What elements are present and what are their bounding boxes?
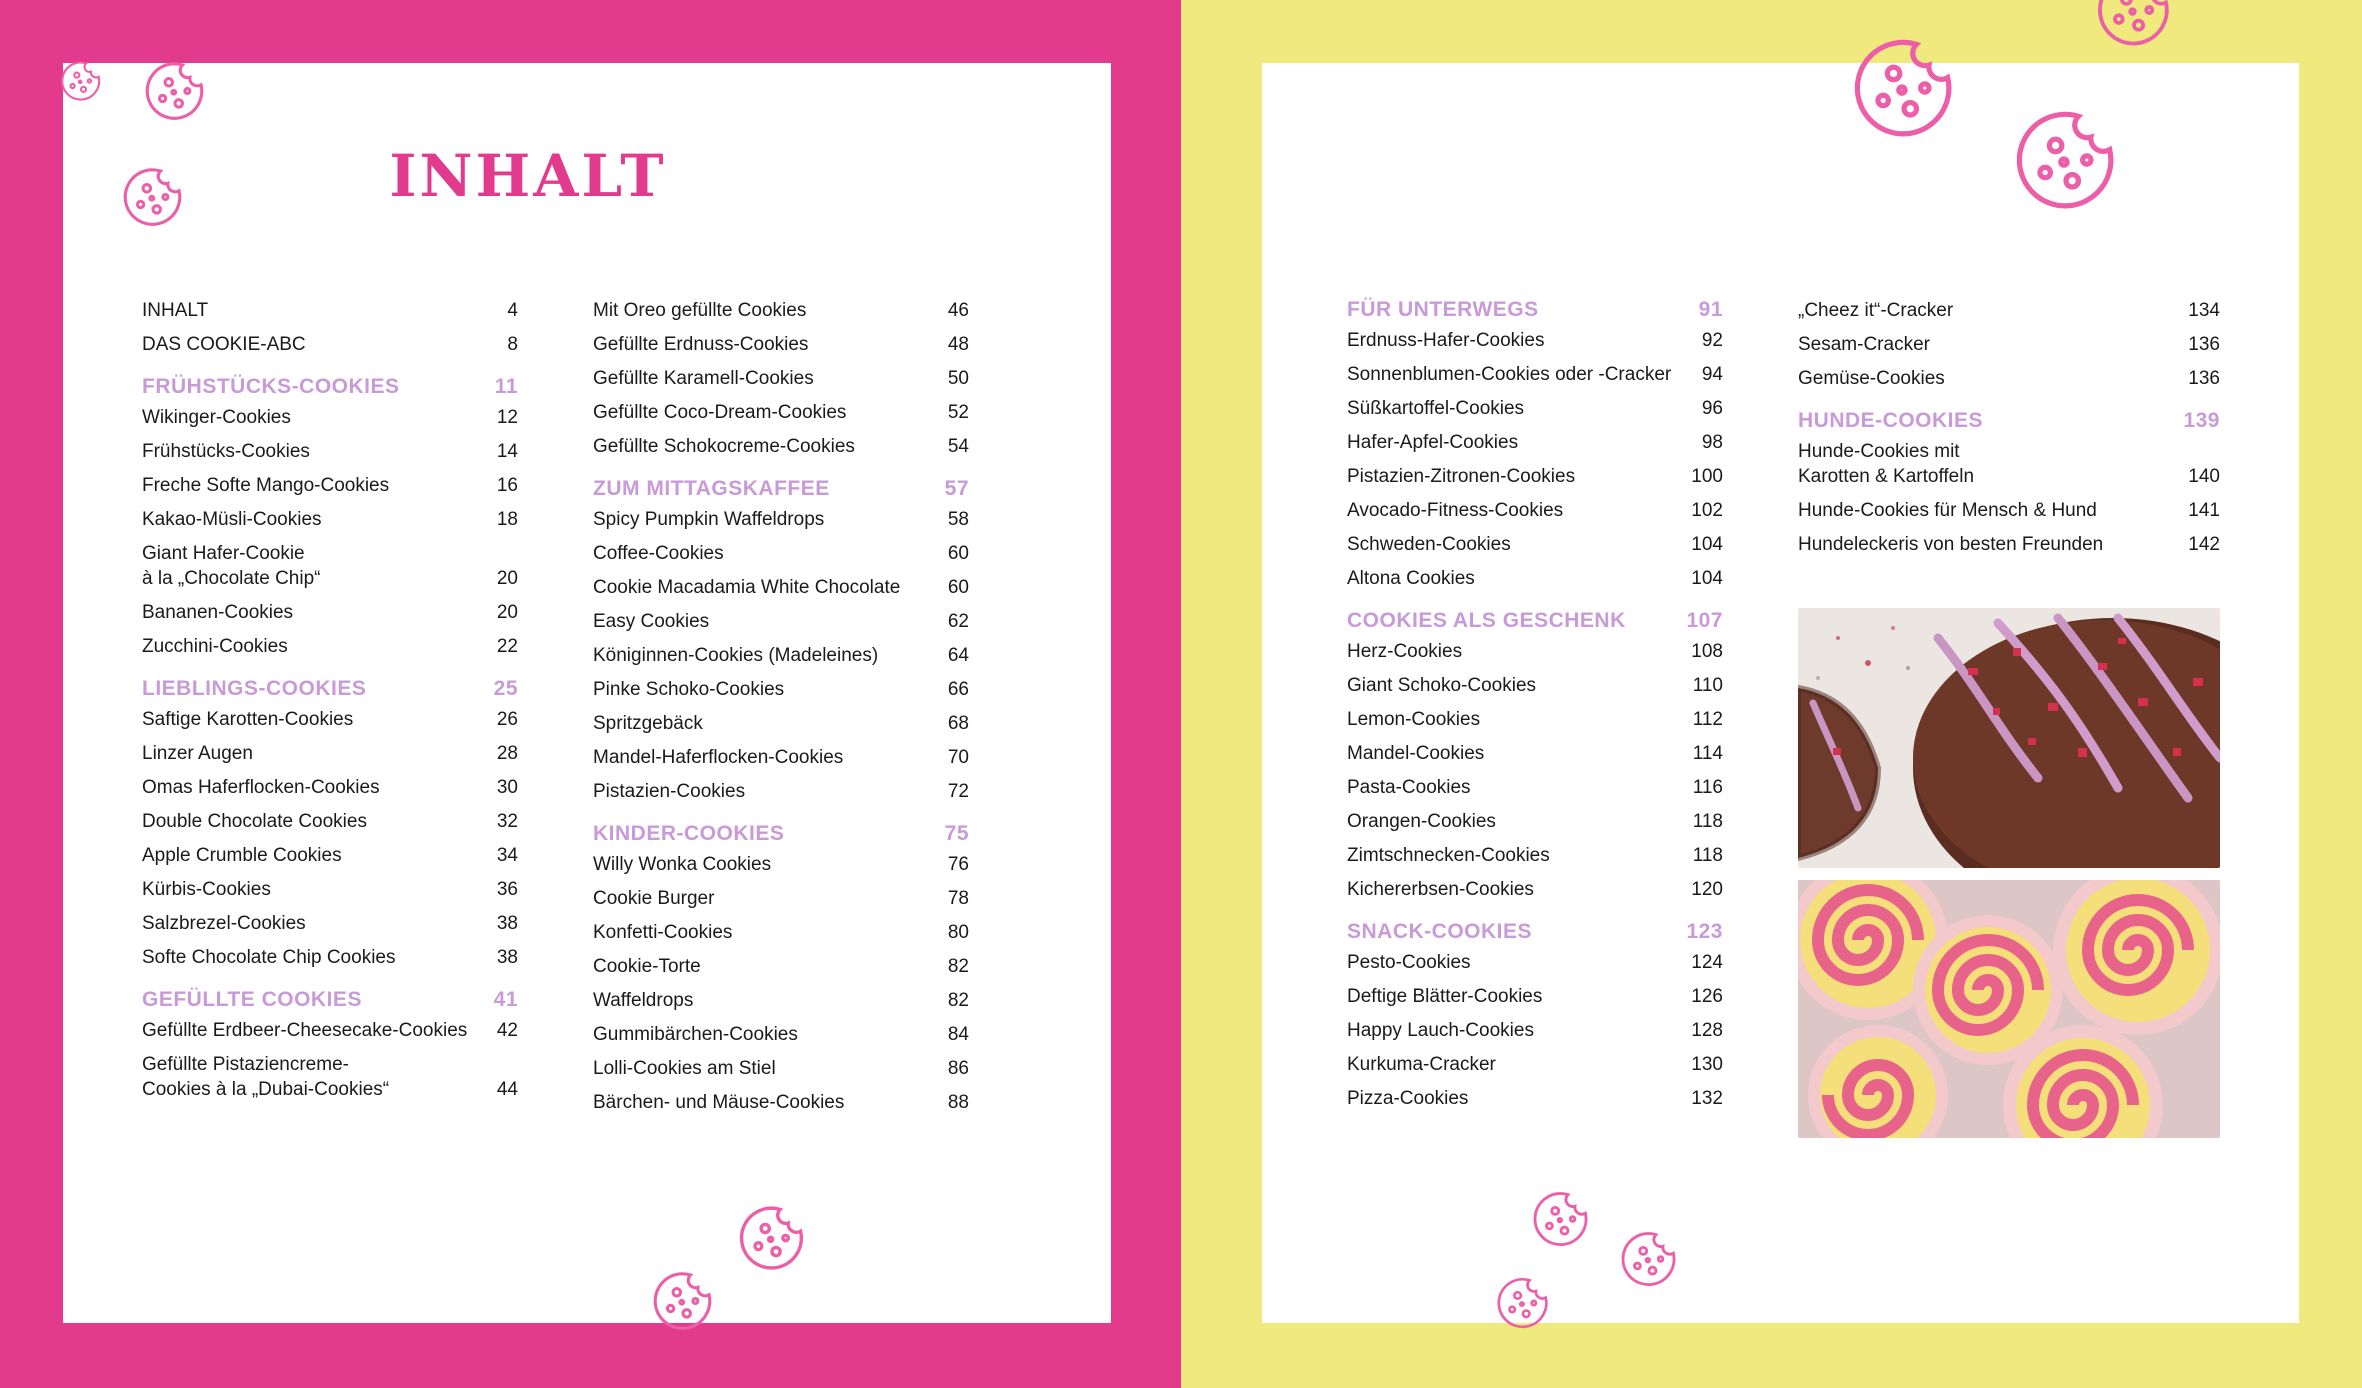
toc-entry-page: 126	[1691, 986, 1723, 1007]
toc-entry	[1798, 439, 2220, 489]
toc-entry-label: Spicy Pumpkin Waffeldrops	[593, 509, 825, 530]
section-heading	[593, 822, 969, 846]
section-heading-page: 75	[944, 822, 969, 845]
section-heading	[1347, 609, 1723, 633]
toc-entry-page: 20	[496, 602, 518, 623]
toc-entry-page: 64	[947, 645, 969, 666]
toc-entry-page: 88	[947, 1092, 969, 1113]
section-heading-page: 107	[1686, 609, 1723, 632]
toc-entry	[1347, 775, 1723, 800]
section-heading	[593, 477, 969, 501]
toc-entry-page: 72	[947, 781, 969, 802]
toc-entry-label: Erdnuss-Hafer-Cookies	[1347, 330, 1545, 351]
toc-entry-label: Zimtschnecken-Cookies	[1347, 845, 1550, 866]
section-heading-label: GEFÜLLTE COOKIES	[142, 988, 362, 1011]
toc-entry-label: Spritzgebäck	[593, 713, 703, 734]
toc-entry	[142, 634, 518, 659]
toc-entry-label: Cookie-Torte	[593, 956, 701, 977]
toc-entry	[593, 988, 969, 1013]
toc-entry-label: Gefüllte Erdbeer-Cheesecake-Cookies	[142, 1020, 468, 1041]
toc-entry	[142, 775, 518, 800]
toc-entry-label: Pistazien-Zitronen-Cookies	[1347, 466, 1576, 487]
toc-entry-label: Königinnen-Cookies (Madeleines)	[593, 645, 879, 666]
toc-entry	[593, 1090, 969, 1115]
toc-entry-page: 36	[496, 879, 518, 900]
toc-entry-label: INHALT	[142, 300, 209, 321]
toc-column-3	[1347, 298, 1723, 1129]
toc-entry-page: 58	[947, 509, 969, 530]
toc-entry-label: Hunde-Cookies mit Karotten & Kartoffeln	[1798, 441, 1975, 487]
toc-entry-label: Gummibärchen-Cookies	[593, 1024, 798, 1045]
toc-entry	[142, 741, 518, 766]
toc-entry-label: Deftige Blätter-Cookies	[1347, 986, 1543, 1007]
toc-entry	[593, 400, 969, 425]
toc-entry-page: 132	[1691, 1088, 1723, 1109]
toc-entry	[1347, 566, 1723, 591]
toc-entry	[142, 945, 518, 970]
toc-entry-page: 118	[1692, 845, 1723, 866]
toc-entry	[593, 643, 969, 668]
section-heading-label: ZUM MITTAGSKAFFEE	[593, 477, 830, 500]
toc-entry-label: Pinke Schoko-Cookies	[593, 679, 785, 700]
swirl-cookies-photo	[1798, 880, 2220, 1138]
toc-entry-label: Schweden-Cookies	[1347, 534, 1511, 555]
toc-entry-label: Freche Softe Mango-Cookies	[142, 475, 390, 496]
toc-entry-page: 34	[496, 845, 518, 866]
toc-entry	[142, 473, 518, 498]
page-title: INHALT	[389, 142, 667, 210]
toc-entry-label: Lemon-Cookies	[1347, 709, 1481, 730]
toc-entry-page: 118	[1692, 811, 1723, 832]
toc-entry	[1347, 673, 1723, 698]
toc-entry	[142, 843, 518, 868]
toc-entry-label: Softe Chocolate Chip Cookies	[142, 947, 396, 968]
chocolate-cookies-photo	[1798, 608, 2220, 868]
toc-entry-page: 76	[947, 854, 969, 875]
cookie-icon	[144, 60, 206, 122]
toc-entry-page: 136	[2188, 334, 2220, 355]
toc-entry-label: Linzer Augen	[142, 743, 253, 764]
toc-entry-label: Salzbrezel-Cookies	[142, 913, 306, 934]
toc-entry-label: Bärchen- und Mäuse-Cookies	[593, 1092, 845, 1113]
section-heading	[142, 375, 518, 399]
toc-entry-page: 130	[1691, 1054, 1723, 1075]
cookie-icon	[2014, 108, 2118, 212]
toc-entry-page: 54	[947, 436, 969, 457]
toc-entry	[142, 707, 518, 732]
toc-entry	[593, 852, 969, 877]
cookie-icon	[738, 1204, 806, 1272]
toc-entry-page: 120	[1691, 879, 1723, 900]
toc-entry	[142, 507, 518, 532]
toc-entry-page: 80	[947, 922, 969, 943]
toc-entry	[1798, 498, 2220, 523]
toc-entry	[593, 954, 969, 979]
toc-entry	[593, 745, 969, 770]
cookie-icon	[1496, 1276, 1550, 1330]
toc-entry	[142, 405, 518, 430]
toc-entry	[593, 298, 969, 323]
toc-section	[142, 988, 518, 1102]
toc-entry-page: 102	[1691, 500, 1723, 521]
toc-entry-label: Coffee-Cookies	[593, 543, 724, 564]
toc-entry	[1347, 950, 1723, 975]
toc-entry	[593, 711, 969, 736]
toc-entry-page: 141	[2188, 500, 2220, 521]
toc-entry	[593, 507, 969, 532]
toc-entry	[593, 1022, 969, 1047]
toc-entry-page: 26	[496, 709, 518, 730]
toc-entry-label: Apple Crumble Cookies	[142, 845, 342, 866]
toc-entry-label: Sonnenblumen-Cookies oder -Cracker	[1347, 364, 1672, 385]
toc-entry	[142, 439, 518, 464]
toc-entry-page: 66	[947, 679, 969, 700]
toc-entry-page: 60	[947, 577, 969, 598]
section-heading-page: 57	[944, 477, 969, 500]
toc-entry-label: Pistazien-Cookies	[593, 781, 746, 802]
toc-section	[142, 298, 518, 357]
toc-entry-page: 112	[1692, 709, 1723, 730]
toc-entry-label: Bananen-Cookies	[142, 602, 294, 623]
toc-entry-label: Mit Oreo gefüllte Cookies	[593, 300, 807, 321]
toc-entry-page: 100	[1691, 466, 1723, 487]
toc-column-4	[1798, 298, 2220, 575]
toc-entry-page: 32	[496, 811, 518, 832]
cookie-icon	[1620, 1230, 1678, 1288]
toc-entry-page: 12	[496, 407, 518, 428]
toc-entry-page: 142	[2188, 534, 2220, 555]
toc-entry	[1347, 430, 1723, 455]
toc-entry	[593, 886, 969, 911]
toc-entry-label: Altona Cookies	[1347, 568, 1475, 589]
toc-entry-label: Happy Lauch-Cookies	[1347, 1020, 1534, 1041]
toc-entry-label: Kurkuma-Cracker	[1347, 1054, 1496, 1075]
toc-entry	[1347, 707, 1723, 732]
toc-entry-page: 20	[496, 568, 518, 589]
toc-entry-label: Frühstücks-Cookies	[142, 441, 310, 462]
toc-entry-label: Gefüllte Pistaziencreme- Cookies à la „Dubai-Cookies“	[142, 1054, 390, 1100]
section-heading-label: LIEBLINGS-COOKIES	[142, 677, 367, 700]
section-heading	[1347, 920, 1723, 944]
toc-entry-label: Wikinger-Cookies	[142, 407, 291, 428]
toc-section	[1347, 920, 1723, 1111]
toc-entry	[593, 541, 969, 566]
toc-entry	[142, 911, 518, 936]
toc-entry-label: Kichererbsen-Cookies	[1347, 879, 1534, 900]
section-heading-label: SNACK-COOKIES	[1347, 920, 1533, 943]
toc-entry	[142, 1052, 518, 1102]
toc-entry	[142, 1018, 518, 1043]
toc-entry-page: 60	[947, 543, 969, 564]
section-heading	[1347, 298, 1723, 322]
section-heading-page: 25	[493, 677, 518, 700]
toc-column-1	[142, 298, 518, 1120]
toc-entry-page: 124	[1691, 952, 1723, 973]
section-heading-page: 91	[1698, 298, 1723, 321]
toc-section	[593, 822, 969, 1115]
toc-entry	[142, 298, 518, 323]
section-heading	[1798, 409, 2220, 433]
cookie-icon	[652, 1270, 714, 1332]
toc-entry	[1347, 1052, 1723, 1077]
toc-entry	[1347, 498, 1723, 523]
toc-entry-page: 68	[947, 713, 969, 734]
section-heading-label: FRÜHSTÜCKS-COOKIES	[142, 375, 400, 398]
toc-section	[142, 677, 518, 970]
toc-entry-label: Pasta-Cookies	[1347, 777, 1471, 798]
toc-entry-page: 96	[1701, 398, 1723, 419]
toc-entry-label: Saftige Karotten-Cookies	[142, 709, 354, 730]
toc-entry-label: Mandel-Cookies	[1347, 743, 1485, 764]
section-heading-label: KINDER-COOKIES	[593, 822, 785, 845]
toc-entry-page: 8	[507, 334, 518, 355]
toc-entry	[1347, 843, 1723, 868]
toc-entry-page: 78	[947, 888, 969, 909]
section-heading-label: COOKIES ALS GESCHENK	[1347, 609, 1626, 632]
toc-entry-page: 134	[2188, 300, 2220, 321]
toc-entry	[593, 609, 969, 634]
toc-section	[593, 477, 969, 804]
section-heading	[142, 677, 518, 701]
toc-entry-page: 28	[496, 743, 518, 764]
toc-entry-label: Kakao-Müsli-Cookies	[142, 509, 322, 530]
toc-entry	[1347, 362, 1723, 387]
toc-section	[1798, 409, 2220, 557]
toc-entry-page: 48	[947, 334, 969, 355]
toc-entry	[593, 575, 969, 600]
toc-section	[1798, 298, 2220, 391]
toc-entry-page: 110	[1692, 675, 1723, 696]
toc-entry-page: 44	[496, 1079, 518, 1100]
toc-entry-page: 70	[947, 747, 969, 768]
toc-section	[593, 298, 969, 459]
cookie-icon	[1852, 36, 1956, 140]
toc-entry-page: 114	[1692, 743, 1723, 764]
toc-entry-page: 136	[2188, 368, 2220, 389]
toc-entry-page: 22	[496, 636, 518, 657]
toc-entry-label: Waffeldrops	[593, 990, 694, 1011]
toc-column-2	[593, 298, 969, 1133]
toc-entry	[1347, 984, 1723, 1009]
toc-entry	[1798, 366, 2220, 391]
toc-entry-page: 42	[496, 1020, 518, 1041]
toc-entry-page: 108	[1691, 641, 1723, 662]
section-heading-label: HUNDE-COOKIES	[1798, 409, 1984, 432]
cookie-icon	[60, 60, 102, 102]
toc-entry-label: Easy Cookies	[593, 611, 710, 632]
toc-entry-page: 86	[947, 1058, 969, 1079]
toc-entry-page: 94	[1701, 364, 1723, 385]
toc-entry-page: 18	[496, 509, 518, 530]
toc-entry-label: Gefüllte Coco-Dream-Cookies	[593, 402, 847, 423]
toc-entry	[1347, 328, 1723, 353]
toc-entry	[593, 920, 969, 945]
toc-entry-label: Sesam-Cracker	[1798, 334, 1930, 355]
section-heading	[142, 988, 518, 1012]
toc-entry-label: Gemüse-Cookies	[1798, 368, 1945, 389]
toc-entry-page: 116	[1692, 777, 1723, 798]
toc-entry-label: Willy Wonka Cookies	[593, 854, 772, 875]
toc-entry	[593, 332, 969, 357]
toc-entry	[1347, 809, 1723, 834]
toc-entry-page: 14	[496, 441, 518, 462]
toc-entry-label: Omas Haferflocken-Cookies	[142, 777, 380, 798]
toc-entry-page: 30	[496, 777, 518, 798]
toc-entry	[142, 809, 518, 834]
toc-section	[142, 375, 518, 659]
toc-entry-page: 38	[496, 913, 518, 934]
toc-entry-page: 84	[947, 1024, 969, 1045]
toc-entry-label: Double Chocolate Cookies	[142, 811, 367, 832]
toc-entry	[1347, 1018, 1723, 1043]
toc-entry-page: 104	[1691, 568, 1723, 589]
toc-entry	[1347, 639, 1723, 664]
toc-entry	[1347, 396, 1723, 421]
toc-entry-label: Lolli-Cookies am Stiel	[593, 1058, 776, 1079]
toc-entry-page: 82	[947, 990, 969, 1011]
toc-entry-page: 50	[947, 368, 969, 389]
toc-entry-page: 140	[2188, 466, 2220, 487]
cookie-icon	[1532, 1190, 1590, 1248]
toc-entry-label: DAS COOKIE-ABC	[142, 334, 306, 355]
toc-entry-label: Giant Schoko-Cookies	[1347, 675, 1537, 696]
toc-entry-label: Zucchini-Cookies	[142, 636, 288, 657]
toc-entry-page: 82	[947, 956, 969, 977]
toc-entry-label: Cookie Macadamia White Chocolate	[593, 577, 901, 598]
toc-entry-page: 92	[1701, 330, 1723, 351]
toc-entry-label: Herz-Cookies	[1347, 641, 1463, 662]
section-heading-page: 11	[494, 375, 518, 398]
toc-entry	[593, 677, 969, 702]
toc-entry	[1798, 298, 2220, 323]
toc-entry-page: 128	[1691, 1020, 1723, 1041]
toc-entry-page: 4	[507, 300, 518, 321]
toc-entry-label: Konfetti-Cookies	[593, 922, 733, 943]
section-heading-label: FÜR UNTERWEGS	[1347, 298, 1539, 321]
toc-section	[1347, 298, 1723, 591]
toc-entry-page: 62	[947, 611, 969, 632]
toc-entry	[593, 779, 969, 804]
toc-entry-label: Gefüllte Karamell-Cookies	[593, 368, 814, 389]
toc-entry-page: 98	[1701, 432, 1723, 453]
toc-entry-page: 52	[947, 402, 969, 423]
toc-entry-label: Giant Hafer-Cookie à la „Chocolate Chip“	[142, 543, 321, 589]
toc-entry	[142, 877, 518, 902]
toc-entry-page: 104	[1691, 534, 1723, 555]
toc-entry-page: 38	[496, 947, 518, 968]
toc-entry	[142, 332, 518, 357]
toc-entry	[1347, 877, 1723, 902]
toc-entry	[593, 366, 969, 391]
toc-entry	[1347, 1086, 1723, 1111]
toc-entry	[142, 541, 518, 591]
toc-entry-label: Gefüllte Erdnuss-Cookies	[593, 334, 809, 355]
toc-entry-label: Hundeleckeris von besten Freunden	[1798, 534, 2104, 555]
toc-entry	[1347, 741, 1723, 766]
toc-entry-label: Hafer-Apfel-Cookies	[1347, 432, 1519, 453]
section-heading-page: 41	[493, 988, 518, 1011]
toc-entry-label: Gefüllte Schokocreme-Cookies	[593, 436, 855, 457]
toc-entry-label: Pesto-Cookies	[1347, 952, 1471, 973]
toc-entry-label: Orangen-Cookies	[1347, 811, 1496, 832]
section-heading-page: 139	[2183, 409, 2220, 432]
toc-entry-label: „Cheez it“-Cracker	[1798, 300, 1954, 321]
toc-entry-label: Hunde-Cookies für Mensch & Hund	[1798, 500, 2097, 521]
cookie-icon	[122, 166, 184, 228]
toc-entry-label: Pizza-Cookies	[1347, 1088, 1469, 1109]
toc-entry-label: Mandel-Haferflocken-Cookies	[593, 747, 844, 768]
toc-entry	[1347, 532, 1723, 557]
toc-entry-label: Avocado-Fitness-Cookies	[1347, 500, 1564, 521]
toc-entry	[593, 1056, 969, 1081]
toc-entry-label: Süßkartoffel-Cookies	[1347, 398, 1525, 419]
toc-entry-page: 46	[947, 300, 969, 321]
cookie-icon	[2086, 0, 2182, 48]
toc-entry-label: Cookie Burger	[593, 888, 715, 909]
toc-entry	[1798, 532, 2220, 557]
toc-entry-label: Kürbis-Cookies	[142, 879, 271, 900]
toc-section	[1347, 609, 1723, 902]
toc-entry	[593, 434, 969, 459]
section-heading-page: 123	[1686, 920, 1723, 943]
toc-entry	[1798, 332, 2220, 357]
toc-entry-page: 16	[496, 475, 518, 496]
toc-entry	[142, 600, 518, 625]
toc-entry	[1347, 464, 1723, 489]
